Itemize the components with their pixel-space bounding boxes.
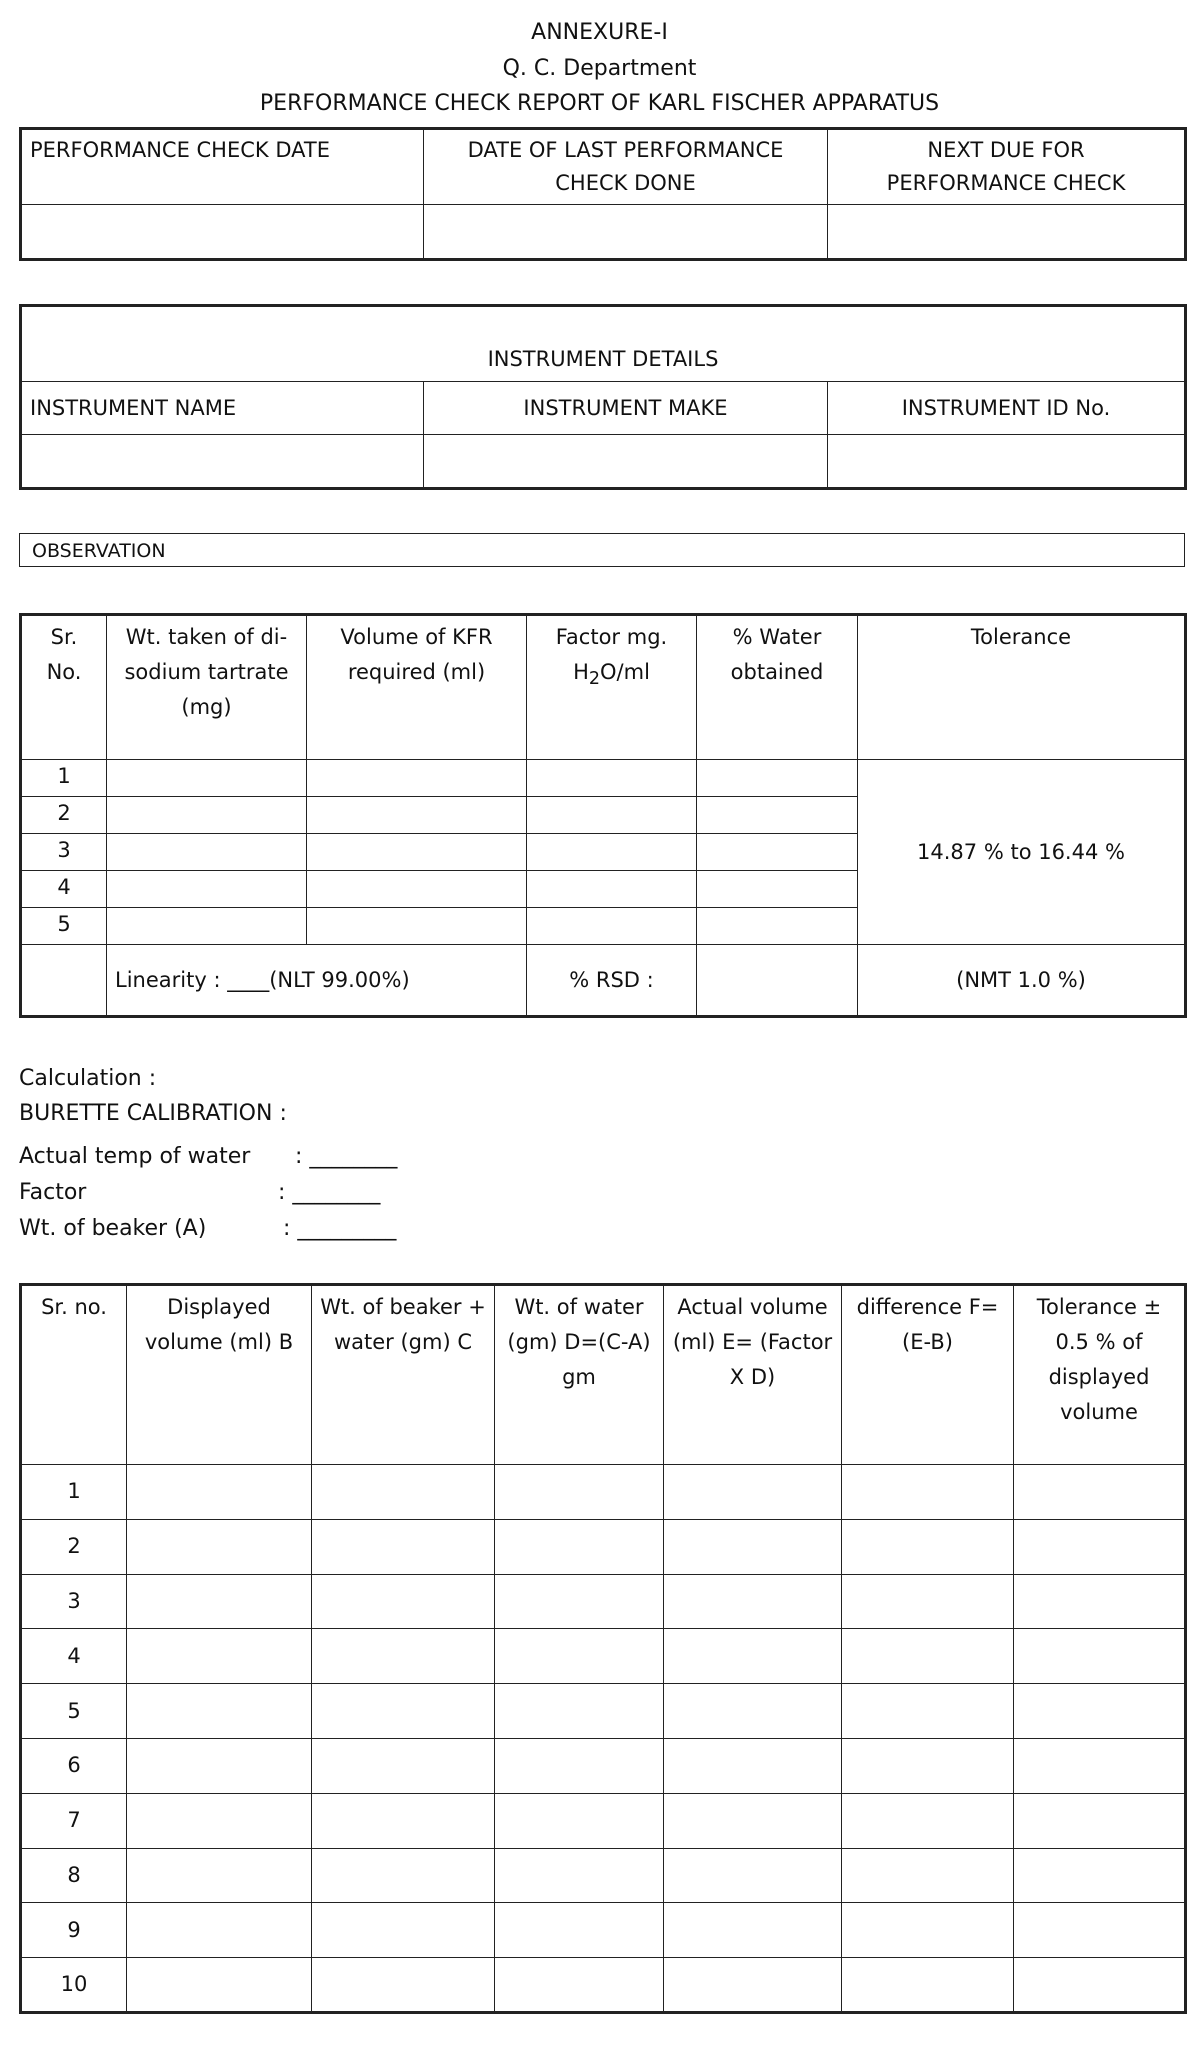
observation-row — [21, 760, 1186, 797]
tolerance-value: 14.87 % to 16.44 % — [858, 760, 1186, 945]
tolerance-cell[interactable] — [1014, 1574, 1186, 1629]
instrument-details-title: INSTRUMENT DETAILS — [21, 306, 1186, 382]
sr-no-cell: 4 — [21, 1629, 127, 1684]
sr-no-cell: 10 — [21, 1958, 127, 2013]
actual-volume-cell[interactable] — [664, 1903, 842, 1958]
displayed-volume-header: Displayed volume (ml) B — [127, 1285, 312, 1465]
sr-no-cell: 3 — [21, 834, 107, 871]
sr-no-cell: 4 — [21, 871, 107, 908]
tolerance-cell[interactable] — [1014, 1848, 1186, 1903]
instrument-make-header: INSTRUMENT MAKE — [424, 382, 828, 435]
factor-cell[interactable] — [527, 760, 697, 797]
beaker-weight-label: Wt. of beaker (A) — [19, 1216, 207, 1241]
burette-row — [21, 1738, 1186, 1793]
sr-no-cell: 3 — [21, 1574, 127, 1629]
factor-cell[interactable] — [527, 871, 697, 908]
beaker-water-cell[interactable] — [312, 1848, 495, 1903]
tolerance-cell[interactable] — [1014, 1738, 1186, 1793]
next-due-field[interactable] — [828, 205, 1186, 260]
sr-no-header: Sr. No. — [21, 615, 107, 760]
sr-no-header: Sr. no. — [21, 1285, 127, 1465]
water-weight-cell[interactable] — [495, 1848, 664, 1903]
calculation-label: Calculation : — [19, 1066, 157, 1091]
last-check-date-header: DATE OF LAST PERFORMANCE CHECK DONE — [424, 129, 828, 205]
actual-volume-cell[interactable] — [664, 1519, 842, 1574]
rsd-limit: (NMT 1.0 %) — [858, 945, 1186, 1017]
sr-no-cell: 5 — [21, 1684, 127, 1739]
tolerance-cell[interactable] — [1014, 1958, 1186, 2013]
burette-row — [21, 1958, 1186, 2013]
volume-cell[interactable] — [307, 760, 527, 797]
actual-temp-field[interactable]: : ________ — [295, 1144, 398, 1169]
factor-cell[interactable] — [527, 908, 697, 945]
sr-no-cell: 5 — [21, 908, 107, 945]
water-weight-cell[interactable] — [495, 1465, 664, 1520]
performance-check-date-field[interactable] — [21, 205, 424, 260]
water-weight-cell[interactable] — [495, 1519, 664, 1574]
weight-cell[interactable] — [107, 760, 307, 797]
difference-header: difference F=(E-B) — [842, 1285, 1014, 1465]
displayed-volume-cell[interactable] — [127, 1519, 312, 1574]
sr-no-cell: 6 — [21, 1738, 127, 1793]
actual-volume-cell[interactable] — [664, 1958, 842, 2013]
displayed-volume-cell[interactable] — [127, 1629, 312, 1684]
water-cell[interactable] — [697, 834, 858, 871]
instrument-id-field[interactable] — [828, 435, 1186, 489]
sr-no-cell: 2 — [21, 1519, 127, 1574]
tolerance-cell[interactable] — [1014, 1793, 1186, 1848]
actual-volume-cell[interactable] — [664, 1574, 842, 1629]
volume-cell[interactable] — [307, 908, 527, 945]
sr-no-cell: 2 — [21, 797, 107, 834]
burette-row — [21, 1574, 1186, 1629]
instrument-make-field[interactable] — [424, 435, 828, 489]
difference-cell[interactable] — [842, 1684, 1014, 1739]
kfr-volume-header: Volume of KFR required (ml) — [307, 615, 527, 760]
actual-volume-cell[interactable] — [664, 1465, 842, 1520]
instrument-details-table — [19, 304, 1187, 490]
displayed-volume-cell[interactable] — [127, 1465, 312, 1520]
factor-field[interactable]: : ________ — [278, 1180, 381, 1205]
sr-no-cell: 1 — [21, 1465, 127, 1520]
displayed-volume-cell[interactable] — [127, 1848, 312, 1903]
tolerance-header: Tolerance ± 0.5 % of displayed volume — [1014, 1285, 1186, 1465]
water-cell[interactable] — [697, 797, 858, 834]
factor-subscript: 2 — [588, 669, 601, 690]
water-weight-cell[interactable] — [495, 1903, 664, 1958]
actual-volume-cell[interactable] — [664, 1684, 842, 1739]
weight-cell[interactable] — [107, 834, 307, 871]
tolerance-cell[interactable] — [1014, 1519, 1186, 1574]
instrument-id-header: INSTRUMENT ID No. — [828, 382, 1186, 435]
burette-row — [21, 1793, 1186, 1848]
difference-cell[interactable] — [842, 1629, 1014, 1684]
weight-cell[interactable] — [107, 908, 307, 945]
beaker-water-cell[interactable] — [312, 1793, 495, 1848]
difference-cell[interactable] — [842, 1848, 1014, 1903]
actual-volume-cell[interactable] — [664, 1629, 842, 1684]
water-cell[interactable] — [697, 908, 858, 945]
performance-check-date-header: PERFORMANCE CHECK DATE — [21, 129, 424, 205]
department-label: Q. C. Department — [502, 56, 697, 81]
difference-cell[interactable] — [842, 1465, 1014, 1520]
burette-row — [21, 1848, 1186, 1903]
displayed-volume-cell[interactable] — [127, 1738, 312, 1793]
water-obtained-header: % Water obtained — [697, 615, 858, 760]
water-weight-cell[interactable] — [495, 1629, 664, 1684]
sr-no-cell: 9 — [21, 1903, 127, 1958]
instrument-name-header: INSTRUMENT NAME — [21, 382, 424, 435]
volume-cell[interactable] — [307, 834, 527, 871]
factor-header-tail: O/ml — [600, 660, 650, 684]
tolerance-header: Tolerance — [858, 615, 1186, 760]
instrument-name-field[interactable] — [21, 435, 424, 489]
burette-row — [21, 1519, 1186, 1574]
factor-header-text: Factor mg. H — [555, 625, 668, 684]
water-cell[interactable] — [697, 871, 858, 908]
displayed-volume-cell[interactable] — [127, 1958, 312, 2013]
factor-cell[interactable] — [527, 797, 697, 834]
tolerance-cell[interactable] — [1014, 1903, 1186, 1958]
beaker-water-cell[interactable] — [312, 1958, 495, 2013]
water-weight-header: Wt. of water (gm) D=(C-A) gm — [495, 1285, 664, 1465]
water-weight-cell[interactable] — [495, 1738, 664, 1793]
difference-cell[interactable] — [842, 1903, 1014, 1958]
tolerance-cell[interactable] — [1014, 1465, 1186, 1520]
beaker-water-cell[interactable] — [312, 1574, 495, 1629]
factor-cell[interactable] — [527, 834, 697, 871]
beaker-water-cell[interactable] — [312, 1903, 495, 1958]
water-weight-cell[interactable] — [495, 1958, 664, 2013]
observation-table — [19, 613, 1187, 1018]
actual-volume-cell[interactable] — [664, 1848, 842, 1903]
beaker-weight-field[interactable]: : _________ — [283, 1216, 397, 1241]
water-weight-cell[interactable] — [495, 1574, 664, 1629]
water-cell[interactable] — [697, 760, 858, 797]
burette-row — [21, 1684, 1186, 1739]
burette-row — [21, 1465, 1186, 1520]
volume-cell[interactable] — [307, 797, 527, 834]
weight-cell[interactable] — [107, 871, 307, 908]
difference-cell[interactable] — [842, 1574, 1014, 1629]
actual-volume-cell[interactable] — [664, 1738, 842, 1793]
beaker-water-cell[interactable] — [312, 1519, 495, 1574]
burette-calibration-label: BURETTE CALIBRATION : — [19, 1101, 287, 1126]
beaker-water-cell[interactable] — [312, 1684, 495, 1739]
weight-taken-header: Wt. taken of di-sodium tartrate (mg) — [107, 615, 307, 760]
sr-no-cell: 8 — [21, 1848, 127, 1903]
observation-label: OBSERVATION — [19, 533, 1185, 567]
difference-cell[interactable] — [842, 1958, 1014, 2013]
factor-header — [527, 615, 697, 760]
burette-calibration-table — [19, 1283, 1187, 2014]
report-title: PERFORMANCE CHECK REPORT OF KARL FISCHER APPARATUS — [259, 91, 940, 116]
dates-table — [19, 127, 1187, 261]
water-weight-cell[interactable] — [495, 1793, 664, 1848]
rsd-field[interactable] — [697, 945, 858, 1017]
sr-no-cell: 7 — [21, 1793, 127, 1848]
difference-cell[interactable] — [842, 1738, 1014, 1793]
next-due-header: NEXT DUE FOR PERFORMANCE CHECK — [828, 129, 1186, 205]
beaker-water-cell[interactable] — [312, 1738, 495, 1793]
displayed-volume-cell[interactable] — [127, 1903, 312, 1958]
linearity-empty-cell — [21, 945, 107, 1017]
rsd-label: % RSD : — [527, 945, 697, 1017]
burette-row — [21, 1629, 1186, 1684]
burette-row — [21, 1903, 1186, 1958]
difference-cell[interactable] — [842, 1793, 1014, 1848]
tolerance-cell[interactable] — [1014, 1684, 1186, 1739]
sr-no-cell: 1 — [21, 760, 107, 797]
actual-volume-header: Actual volume (ml) E= (Factor X D) — [664, 1285, 842, 1465]
difference-cell[interactable] — [842, 1519, 1014, 1574]
annexure-label: ANNEXURE-I — [531, 20, 668, 45]
tolerance-cell[interactable] — [1014, 1629, 1186, 1684]
volume-cell[interactable] — [307, 871, 527, 908]
displayed-volume-cell[interactable] — [127, 1793, 312, 1848]
actual-volume-cell[interactable] — [664, 1793, 842, 1848]
weight-cell[interactable] — [107, 797, 307, 834]
beaker-water-cell[interactable] — [312, 1629, 495, 1684]
factor-label: Factor — [19, 1180, 87, 1205]
beaker-water-weight-header: Wt. of beaker + water (gm) C — [312, 1285, 495, 1465]
water-weight-cell[interactable] — [495, 1684, 664, 1739]
actual-temp-label: Actual temp of water — [19, 1144, 251, 1169]
linearity-label: Linearity : ____(NLT 99.00%) — [107, 945, 527, 1017]
beaker-water-cell[interactable] — [312, 1465, 495, 1520]
displayed-volume-cell[interactable] — [127, 1574, 312, 1629]
last-check-date-field[interactable] — [424, 205, 828, 260]
displayed-volume-cell[interactable] — [127, 1684, 312, 1739]
